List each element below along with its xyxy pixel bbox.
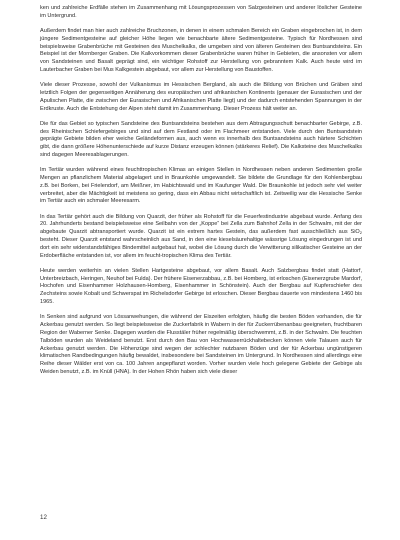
paragraph-mining: Heute werden weiterhin an vielen Stellen Hartgesteine abgebaut, vor allem Basalt. Auch Salzbergbau findet statt (Hattorf, Unterbreizbach, Heringen, Neuhof bei Fulda). Der frühere Eisenerzabbau, z.B. bei Homberg, ist erloschen (Eisenerzgrube Mardorf, Hochofen und Eisenhammer Holzhausen-Homberg, Eisenhammer in Schönstein). Auch der Bergbau auf Kupferschiefer des Zechsteins sowie Kobalt und Schwerspat im Richelsdorfer Gebirge ist erloschen. Dieser Bergbau dauerte von mindestens 1460 bis 1965.: [40, 267, 362, 306]
paragraph-buntsandstein: Die für das Gebiet so typischen Sandsteine des Buntsandsteins bestehen aus dem Abtragungsschutt benachbarter Gebirge, z.B. des Rheinischen Schiefergebirges und sind auf dem Festland oder im Flachmeer entstanden. Viele durch den Buntsandstein geprägte Gebiete bilden eher weiche Geländeformen aus, auch wenn es innerhalb des Buntsandsteins auch härtere Schichten gibt, die dann größere Höhenunterschiede auf kurze Distanz erzeugen können (stärkeres Relief). Die Kalksteine des Muschelkalks sind dagegen Meeresablagerungen.: [40, 120, 362, 159]
paragraph-fault-zones: Außerdem findet man hier auch zahlreiche Bruchzonen, in denen in einem schmalen Bereich ein Graben eingebrochen ist, in dem jüngere Sedimentgesteine auf gleicher Höhe liegen wie benachbarte ältere Sedimentgesteine. Typisch für Nordhessen sind beispielsweise Grabenbrüche mit Gesteinen des Muschelkalks, die umgeben sind von älteren Gesteinen des Buntsandsteins. Ein Beispiel ist der Mornberger Graben. Die Kalkvorkommen dieser Grabenbrüche waren früher in Gebieten, die ansonsten vor allem von Sandsteinen und Basalt geprägt sind, ein wichtiger Rohstoff zur Herstellung von gebranntem Kalk. Auch heute wird im Lauterbacher Graben bei Mus Kalkgestein abgebaut, vor allem zur Herstellung von Baustoffen.: [40, 27, 362, 74]
formula-subscript: 2: [359, 230, 362, 236]
paragraph-tertiary-lignite: Im Tertiär wurden während eines feuchttropischen Klimas an einigen Stellen in Nordhessen neben anderen Sedimenten große Mengen an pflanzlichem Material abgelagert und in Braunkohle umgewandelt. Sie bildete die Grundlage für den Kohlenbergbau z.B. bei Borken, bei Frielendorf, am Meißner, im Habichtswald und im Kaufunger Wald. Die Braunkohle ist jedoch sehr viel weiter verbreitet, aber die Mächtigkeit ist meistens so gering, dass ein Abbau nicht wirtschaftlich ist. Zeitweilig war die Hessische Senke im Tertiär auch ein schmaler Meeresarm.: [40, 167, 362, 205]
document-page: [40, 5, 362, 535]
page-number: 12: [40, 514, 47, 521]
paragraph-soils-land-use: In Senken sind aufgrund von Lössanwehungen, die während der Eiszeiten erfolgten, häufig die besten Böden vorhanden, die für Ackerbau genutzt werden. So liegt beispielsweise die Zuckerfabrik in Wabern in der für Zuckerrübenanbau geeigneten, fruchtbaren Region der Waberner Senke. Dagegen wurden die Flusstäler früher regelmäßig überschwemmt, z.B. in der Schwalm. Die feuchten Talböden wurden als Weideland benutzt. Erst durch den Bau von Hochwasserrückhaltebecken können viele Talauen auch für Ackerbau genutzt werden. Die Höhenzüge sind wegen der schlechter nutzbaren Böden und der für Ackerbau ungünstigeren klimatischen Randbedingungen häufig bewaldet, insbesondere bei Sandsteinen im Untergrund. In Nordhessen sind allerdings eine Reihe dieser Wälder erst von ca. 100 Jahren angepflanzt worden. Vorher wurden viele hoch gelegene Gebiete der Gebirge als Weiden benutzt, z.B. im Knüll (HNA). In der Hohen Rhön haben sich viele dieser: [40, 314, 362, 376]
quarzit-text-continued: besteht. Dieser Quarzit entstand wahrscheinlich aus Sand, in den eine kieselsäurehaltige wässrige Lösung eingedrungen ist und dort ein sehr widerstandsfähiges Bindemittel aufgebaut hat, wobei die Lösung durch die Verwitterung silikatischer Gesteine an der Erdoberfläche entstanden ist, vor allem im feucht-tropischen Klima des Tertiär.: [40, 237, 362, 259]
quarzit-text: In das Tertiär gehört auch die Bildung von Quarzit, der früher als Rohstoff für die Feuerfestindustrie abgebaut wurde. Anfang des 20. Jahrhunderts bestand beispielsweise eine Seilbahn von der „Koppe“ bei Zella zum Bahnhof Zella in der Schwalm, mit der der abgebaute Quarzit abtransportiert wurde. Quarzit ist ein extrem hartes Gestein, das außerdem fast ausschließlich aus SiO: [40, 213, 362, 236]
paragraph-quarzit: [40, 214, 362, 261]
paragraph-solution-processes: ken und zahlreiche Erdfälle stehen im Zusammenhang mit Lösungsprozessen von Salzgesteinen und anderer löslicher Gesteine im Untergrund.: [40, 5, 362, 19]
paragraph-plate-tectonics: Viele dieser Prozesse, sowohl der Vulkanismus im Hessischen Bergland, als auch die Bildung von Brüchen und Gräben sind letztlich Folgen der gegenseitigen Annäherung des europäischen und afrikanischen Kontinents (genauer der Eurasischen und der Apulischen Platte, die zwischen der Eurasischen und Afrikanischen Platte liegt) und der dadurch entstehenden Spannungen in der Erdkruste. Auch die Entstehung der Alpen steht damit im Zusammenhang. Dieser Prozess hält weiter an.: [40, 82, 362, 112]
